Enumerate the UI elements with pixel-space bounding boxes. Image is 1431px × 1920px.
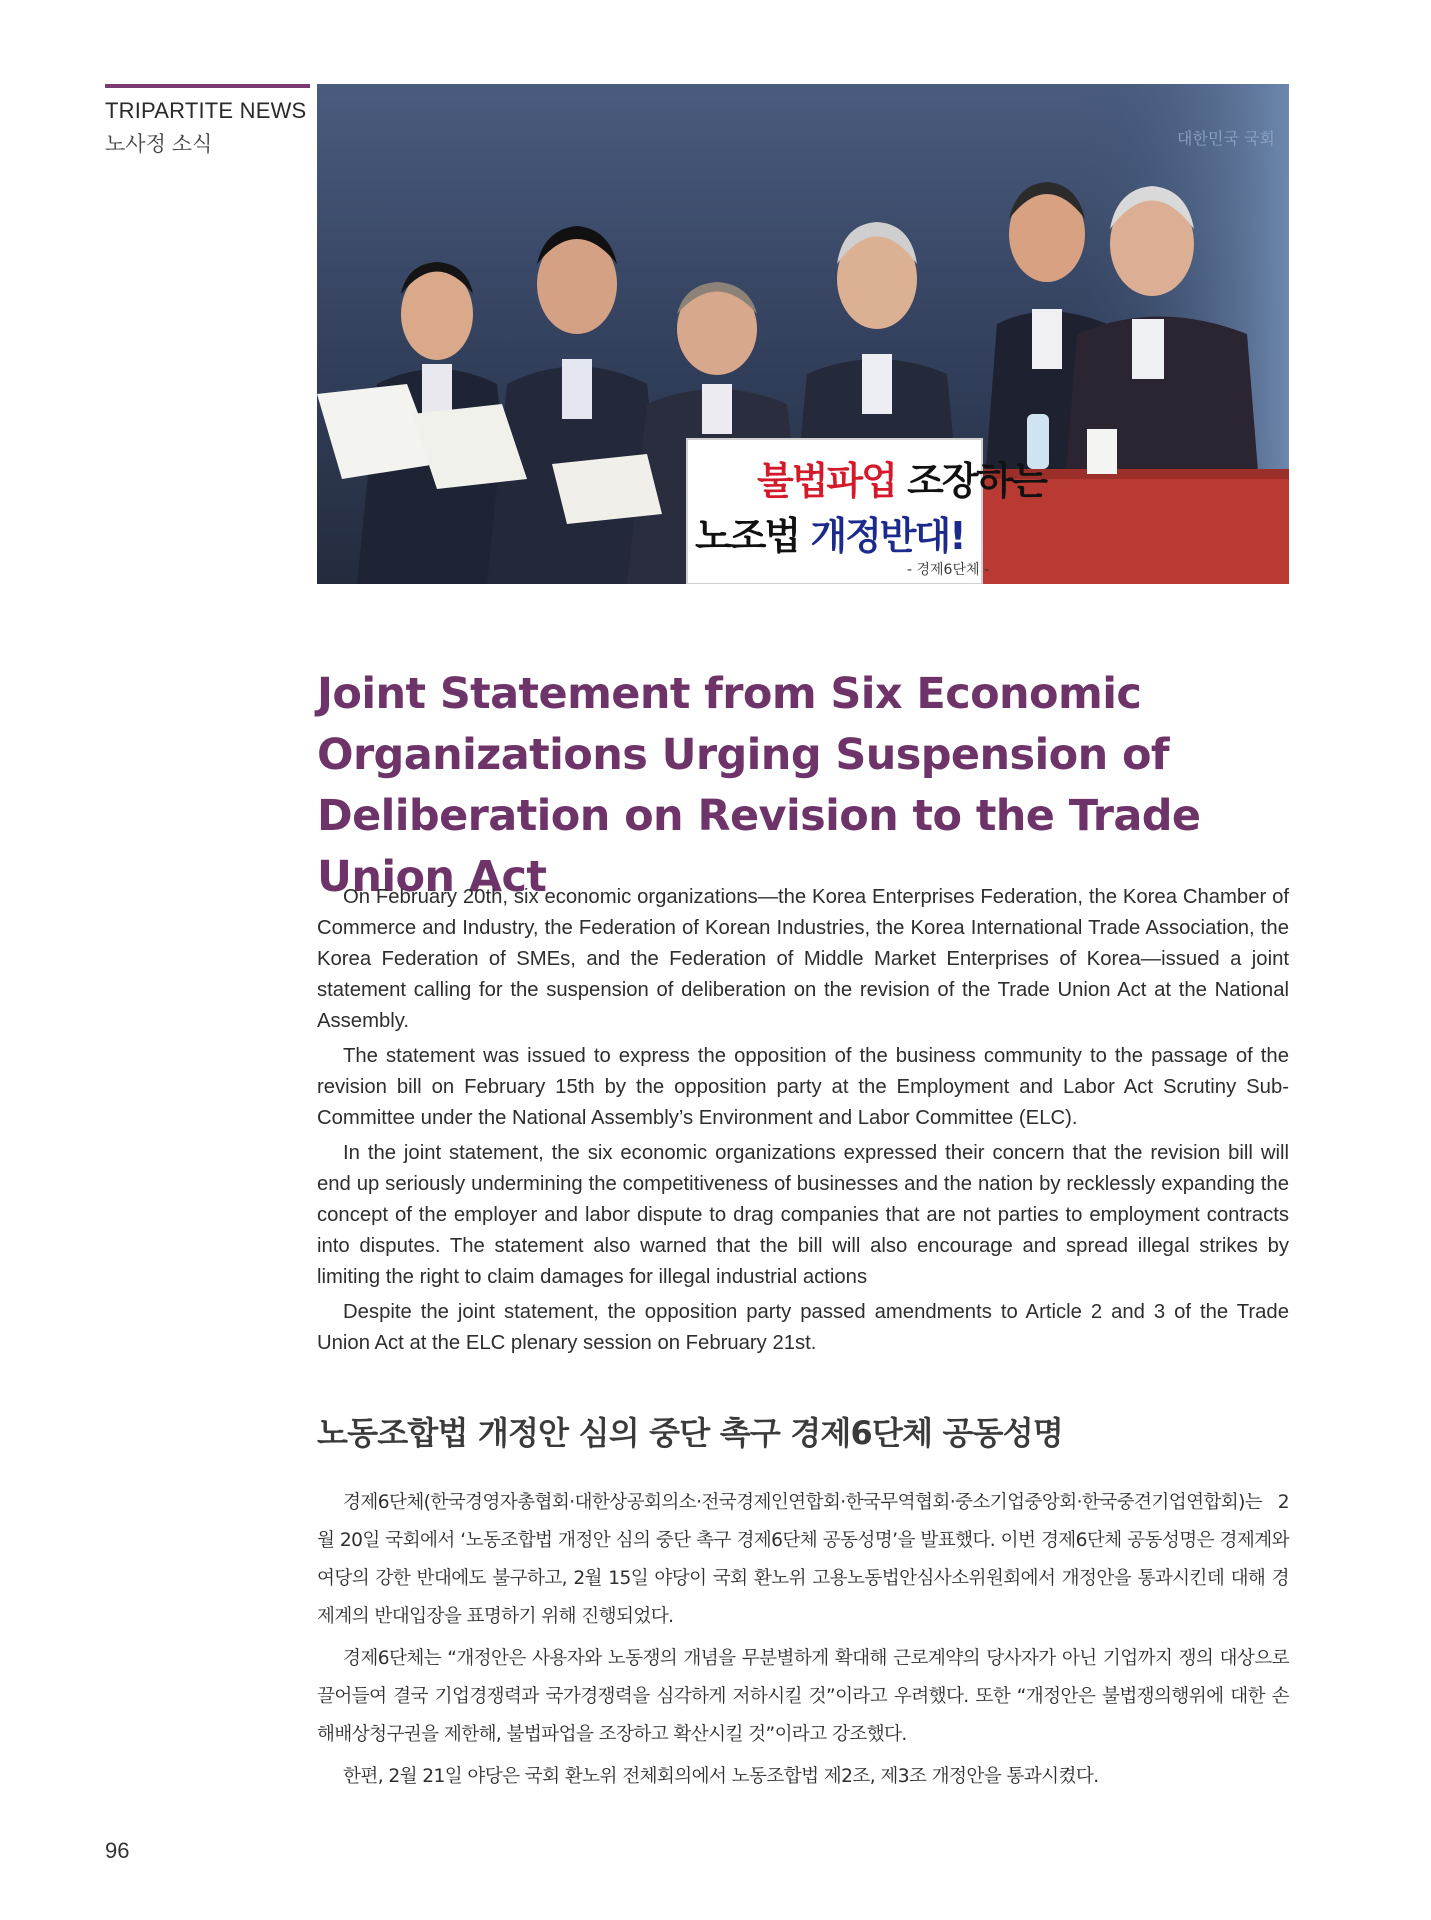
section-label-ko: 노사정 소식 <box>105 133 213 156</box>
page-number: 96 <box>105 1838 130 1863</box>
paper-cup <box>1087 429 1117 474</box>
paragraph-ko-1: 경제6단체(한국경영자총협회·대한상공회의소·전국경제인연합회·한국무역협회·중소기업중앙회·한국중견기업연합회)는 2월 20일 국회에서 ‘노동조합법 개정안 심의 중단 촉구 경제6단체 공동성명’을 발표했다. 이번 경제6단체 공동성명은 경제계와 여당의 강한 반대에도 불구하고, 2월 15일 야당이 국회 환노위 고용노동법안심사소위원회에서 개정안을 통과시킨데 대해 경제계의 반대입장을 표명하기 위해 진행되었다. <box>317 1492 1289 1627</box>
backdrop-text: 대한민국 국회 <box>1177 129 1275 148</box>
paper-3 <box>552 454 662 524</box>
sign-text-blue: 개정반대! <box>810 514 965 558</box>
svg-text:불법파업 조장하는 <box>757 459 1048 503</box>
article-title-en: Joint Statement from Six Economic Organizations Urging Suspension of Deliberation on Revision to the Trade Union Act <box>317 669 1201 902</box>
press-conference-photo <box>317 84 1289 584</box>
article-body-ko <box>317 1484 1289 1800</box>
paragraph-en-2: The statement was issued to express the opposition of the business community to the passage of the revision bill on February 15th by the opposition party at the Employment and Labor Act Scrutiny Sub-Committee under the National Assembly’s Environment and Labor Committee (ELC). <box>317 1045 1289 1129</box>
sign-text-line1: 조장하는 <box>895 459 1046 503</box>
paragraph-ko-3: 한편, 2월 21일 야당은 국회 환노위 전체회의에서 노동조합법 제2조, 제3조 개정안을 통과시켰다. <box>343 1766 1099 1787</box>
paragraph-en-3: In the joint statement, the six economic organizations expressed their concern that the revision bill will end up seriously undermining the competitiveness of businesses and the nation by recklessly expanding the concept of the employer and labor dispute to drag companies that are not parties to employment contracts into disputes. The statement also warned that the bill will also encourage and spread illegal strikes by limiting the right to claim damages for illegal industrial actions <box>317 1142 1289 1288</box>
paragraph-ko-2: 경제6단체는 “개정안은 사용자와 노동쟁의 개념을 무분별하게 확대해 근로계약의 당사자가 아닌 기업까지 쟁의 대상으로 끌어들여 결국 기업경쟁력과 국가경쟁력을 심각하게 저하시킬 것”이라고 우려했다. 또한 “개정안은 불법쟁의행위에 대한 손해배상청구권을 제한해, 불법파업을 조장하고 확산시킬 것”이라고 강조했다. <box>317 1648 1289 1745</box>
sign-credit: - 경제6단체 - <box>907 562 990 578</box>
article-title-ko: 노동조합법 개정안 심의 중단 촉구 경제6단체 공동성명 <box>317 1414 1063 1452</box>
paragraph-en-1: On February 20th, six economic organizations—the Korea Enterprises Federation, the Korea Chamber of Commerce and Industry, the Federation of Korean Industries, the Korea International Trade Association, the Korea Federation of SMEs, and the Federation of Middle Market Enterprises of Korea—issued a joint statement calling for the suspension of deliberation on the revision of the Trade Union Act at the National Assembly. <box>317 886 1289 1032</box>
sign-text-red: 불법파업 <box>757 459 896 503</box>
section-tag <box>105 84 310 158</box>
article-body-en <box>317 882 1289 1363</box>
section-rule <box>105 84 310 88</box>
paragraph-en-4: Despite the joint statement, the opposition party passed amendments to Article 2 and 3 of the Trade Union Act at the ELC plenary session on February 21st. <box>317 1301 1289 1354</box>
section-label-en: TRIPARTITE NEWS <box>105 98 307 123</box>
photo-illustration <box>317 84 1289 584</box>
sign-text-line2: 노조법 <box>695 514 811 558</box>
svg-text:노조법 개정반대! <box>695 514 965 558</box>
